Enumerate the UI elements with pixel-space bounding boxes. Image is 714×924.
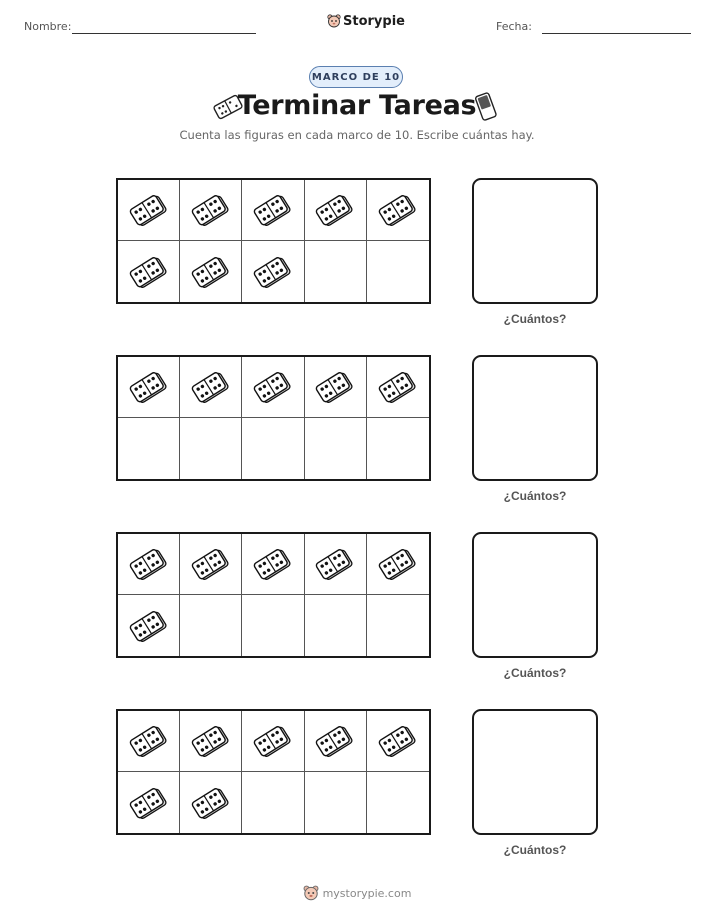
- domino-icon: [252, 543, 294, 585]
- domino-icon: [128, 605, 170, 647]
- frame-cell: [367, 772, 429, 833]
- domino-icon: [190, 782, 232, 824]
- frame-cell: [305, 418, 367, 479]
- frame-cell: [242, 772, 304, 833]
- frame-cell: [242, 595, 304, 656]
- brand-logo: [327, 13, 405, 29]
- answer-box[interactable]: [472, 709, 598, 835]
- answer-box[interactable]: [472, 532, 598, 658]
- frame-cell: [367, 534, 429, 595]
- domino-icon: [314, 366, 356, 408]
- frame-cell: [242, 534, 304, 595]
- domino-icon: [128, 189, 170, 231]
- footer-url[interactable]: mystorypie.com: [322, 886, 412, 900]
- instructions: Cuenta las figuras en cada marco de 10. Escribe cuántas hay.: [179, 128, 535, 142]
- domino-icon: [190, 720, 232, 762]
- frame-cell: [242, 418, 304, 479]
- frame-cell: [367, 180, 429, 241]
- domino-icon: [190, 366, 232, 408]
- brand-name: Storypie: [343, 13, 405, 29]
- frame-cell: [118, 241, 180, 302]
- domino-icon: [377, 720, 419, 762]
- domino-icon: [128, 782, 170, 824]
- domino-icon: [314, 543, 356, 585]
- frame-cell: [305, 241, 367, 302]
- topic-badge: MARCO DE 10: [309, 66, 403, 88]
- frame-cell: [180, 595, 242, 656]
- domino-icon: [252, 189, 294, 231]
- domino-icon: [252, 251, 294, 293]
- frame-cell: [180, 357, 242, 418]
- domino-icon: [128, 251, 170, 293]
- ten-frame: [116, 178, 431, 304]
- how-many-label: ¿Cuántos?: [503, 312, 567, 326]
- answer-box[interactable]: [472, 178, 598, 304]
- domino-icon: [190, 543, 232, 585]
- frame-cell: [305, 534, 367, 595]
- frame-cell: [180, 180, 242, 241]
- ten-frame: [116, 709, 431, 835]
- domino-icon: [128, 543, 170, 585]
- frame-cell: [118, 180, 180, 241]
- frame-cell: [180, 241, 242, 302]
- how-many-label: ¿Cuántos?: [503, 666, 567, 680]
- frame-cell: [242, 180, 304, 241]
- page-title: Terminar Tareas: [237, 90, 477, 121]
- domino-icon: [252, 366, 294, 408]
- frame-cell: [118, 534, 180, 595]
- name-label: Nombre:: [24, 20, 72, 33]
- domino-icon: [314, 189, 356, 231]
- ten-frame: [116, 532, 431, 658]
- name-line[interactable]: [72, 33, 256, 34]
- frame-cell: [118, 418, 180, 479]
- frame-cell: [180, 418, 242, 479]
- frame-cell: [305, 180, 367, 241]
- frame-cell: [118, 772, 180, 833]
- domino-icon: [190, 251, 232, 293]
- footer: [0, 884, 714, 902]
- domino-icon: [252, 720, 294, 762]
- storypie-logo-icon: [303, 884, 319, 902]
- domino-icon: [377, 543, 419, 585]
- frame-cell: [118, 595, 180, 656]
- frame-cell: [367, 418, 429, 479]
- domino-icon: [128, 366, 170, 408]
- frame-cell: [305, 772, 367, 833]
- frame-cell: [305, 595, 367, 656]
- frame-cell: [305, 357, 367, 418]
- frame-cell: [367, 241, 429, 302]
- frame-cell: [180, 772, 242, 833]
- frame-cell: [118, 357, 180, 418]
- domino-icon: [470, 91, 502, 123]
- date-line[interactable]: [542, 33, 691, 34]
- how-many-label: ¿Cuántos?: [503, 843, 567, 857]
- domino-icon: [128, 720, 170, 762]
- how-many-label: ¿Cuántos?: [503, 489, 567, 503]
- date-label: Fecha:: [496, 20, 532, 33]
- frame-cell: [367, 711, 429, 772]
- domino-icon: [314, 720, 356, 762]
- domino-icon: [377, 189, 419, 231]
- frame-cell: [367, 595, 429, 656]
- domino-icon: [190, 189, 232, 231]
- frame-cell: [242, 241, 304, 302]
- frame-cell: [180, 711, 242, 772]
- answer-box[interactable]: [472, 355, 598, 481]
- domino-icon: [377, 366, 419, 408]
- frame-cell: [367, 357, 429, 418]
- frame-cell: [242, 711, 304, 772]
- frame-cell: [118, 711, 180, 772]
- storypie-logo-icon: [327, 13, 341, 29]
- frame-cell: [180, 534, 242, 595]
- frame-cell: [305, 711, 367, 772]
- frame-cell: [242, 357, 304, 418]
- ten-frame: [116, 355, 431, 481]
